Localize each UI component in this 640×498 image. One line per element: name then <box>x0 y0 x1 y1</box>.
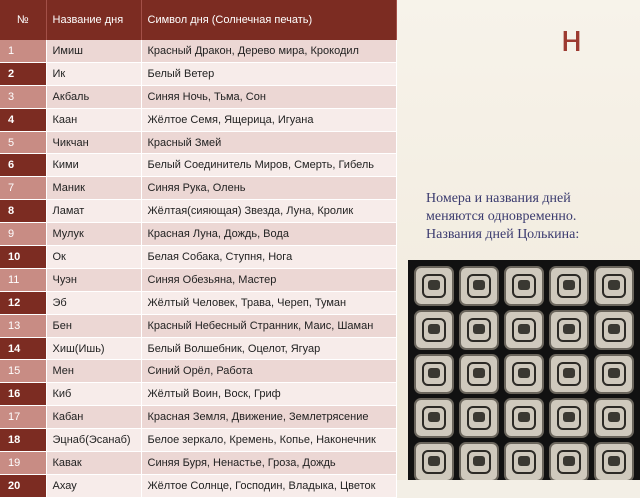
day-number: 15 <box>0 360 46 383</box>
table-row <box>0 200 396 223</box>
day-number: 9 <box>0 223 46 246</box>
day-number: 8 <box>0 200 46 223</box>
glyph-icon <box>504 354 544 394</box>
mayan-day-glyphs-image <box>408 260 640 480</box>
day-name: Кабан <box>46 406 141 429</box>
table-row <box>0 474 396 497</box>
day-number: 18 <box>0 429 46 452</box>
glyph-icon <box>459 310 499 350</box>
day-symbol: Красная Луна, Дождь, Вода <box>141 223 396 246</box>
day-symbol: Синяя Ночь, Тьма, Сон <box>141 85 396 108</box>
day-number: 4 <box>0 108 46 131</box>
day-number: 17 <box>0 406 46 429</box>
header-number: № <box>0 0 46 40</box>
glyph-icon <box>414 310 454 350</box>
day-name: Хиш(Ишь) <box>46 337 141 360</box>
table-row <box>0 268 396 291</box>
day-symbol: Жёлтое Солнце, Господин, Владыка, Цветок <box>141 474 396 497</box>
glyph-icon <box>414 442 454 480</box>
day-name: Маник <box>46 177 141 200</box>
glyph-icon <box>594 354 634 394</box>
glyph-icon <box>459 442 499 480</box>
day-symbol: Красный Змей <box>141 131 396 154</box>
glyph-icon <box>504 442 544 480</box>
day-name: Ик <box>46 62 141 85</box>
day-symbol: Белое зеркало, Кремень, Копье, Наконечник <box>141 429 396 452</box>
day-name: Ламат <box>46 200 141 223</box>
day-symbol: Белый Соединитель Миров, Смерть, Гибель <box>141 154 396 177</box>
day-symbol: Синий Орёл, Работа <box>141 360 396 383</box>
table-row <box>0 223 396 246</box>
day-symbol: Жёлтый Человек, Трава, Череп, Туман <box>141 291 396 314</box>
table-row <box>0 452 396 475</box>
table-row <box>0 40 396 62</box>
day-number: 1 <box>0 40 46 62</box>
day-name: Мен <box>46 360 141 383</box>
table-body <box>0 40 396 497</box>
day-number: 13 <box>0 314 46 337</box>
day-name: Ок <box>46 246 141 269</box>
day-number: 3 <box>0 85 46 108</box>
glyph-icon <box>594 398 634 438</box>
table-row <box>0 383 396 406</box>
day-symbol: Красный Небесный Странник, Маис, Шаман <box>141 314 396 337</box>
table-row <box>0 246 396 269</box>
day-name: Ахау <box>46 474 141 497</box>
day-name: Мулук <box>46 223 141 246</box>
day-symbol: Красный Дракон, Дерево мира, Крокодил <box>141 40 396 62</box>
day-name: Каан <box>46 108 141 131</box>
day-symbol: Синяя Обезьяна, Мастер <box>141 268 396 291</box>
header-day-name: Название дня <box>46 0 141 40</box>
table-row <box>0 131 396 154</box>
day-name: Чикчан <box>46 131 141 154</box>
glyph-icon <box>549 354 589 394</box>
day-name: Кими <box>46 154 141 177</box>
day-name: Эцнаб(Эсанаб) <box>46 429 141 452</box>
table-row <box>0 360 396 383</box>
table-row <box>0 85 396 108</box>
day-symbol: Жёлтое Семя, Ящерица, Игуана <box>141 108 396 131</box>
day-symbol: Белая Собака, Ступня, Нога <box>141 246 396 269</box>
day-name: Бен <box>46 314 141 337</box>
glyph-icon <box>459 354 499 394</box>
description-text: Номера и названия дней меняются одновременно. Названия дней Цолькина: <box>426 191 580 242</box>
glyph-icon <box>414 354 454 394</box>
day-symbol: Белый Ветер <box>141 62 396 85</box>
table-row <box>0 177 396 200</box>
day-number: 10 <box>0 246 46 269</box>
day-number: 7 <box>0 177 46 200</box>
glyph-icon <box>414 398 454 438</box>
day-name: Чуэн <box>46 268 141 291</box>
day-number: 20 <box>0 474 46 497</box>
table-row <box>0 62 396 85</box>
glyph-icon <box>459 266 499 306</box>
glyph-icon <box>504 310 544 350</box>
glyph-icon <box>549 398 589 438</box>
day-number: 2 <box>0 62 46 85</box>
glyph-icon <box>504 266 544 306</box>
glyph-icon <box>594 266 634 306</box>
day-symbol: Красная Земля, Движение, Землетрясение <box>141 406 396 429</box>
glyph-icon <box>459 398 499 438</box>
table-header-row <box>0 0 396 40</box>
day-number: 14 <box>0 337 46 360</box>
table-row <box>0 291 396 314</box>
day-number: 11 <box>0 268 46 291</box>
day-number: 5 <box>0 131 46 154</box>
table-row <box>0 108 396 131</box>
header-day-symbol: Символ дня (Солнечная печать) <box>141 0 396 40</box>
day-name: Имиш <box>46 40 141 62</box>
day-name: Кавак <box>46 452 141 475</box>
table-row <box>0 406 396 429</box>
day-number: 12 <box>0 291 46 314</box>
day-symbol: Жёлтая(сияющая) Звезда, Луна, Кролик <box>141 200 396 223</box>
glyph-icon <box>594 310 634 350</box>
day-symbol: Жёлтый Воин, Воск, Гриф <box>141 383 396 406</box>
day-number: 16 <box>0 383 46 406</box>
table-row <box>0 154 396 177</box>
glyph-icon <box>549 442 589 480</box>
glyph-icon <box>594 442 634 480</box>
glyph-icon <box>414 266 454 306</box>
day-number: 19 <box>0 452 46 475</box>
table-row <box>0 337 396 360</box>
table-row <box>0 314 396 337</box>
table-row <box>0 429 396 452</box>
slide-title-text: н <box>561 18 582 60</box>
day-symbol: Белый Волшебник, Оцелот, Ягуар <box>141 337 396 360</box>
glyph-icon <box>549 266 589 306</box>
day-name: Киб <box>46 383 141 406</box>
day-symbol: Синяя Рука, Олень <box>141 177 396 200</box>
day-number: 6 <box>0 154 46 177</box>
day-name: Эб <box>46 291 141 314</box>
slide-title <box>396 0 640 78</box>
glyph-icon <box>549 310 589 350</box>
glyph-icon <box>504 398 544 438</box>
day-name: Акбаль <box>46 85 141 108</box>
day-symbol: Синяя Буря, Ненастье, Гроза, Дождь <box>141 452 396 475</box>
